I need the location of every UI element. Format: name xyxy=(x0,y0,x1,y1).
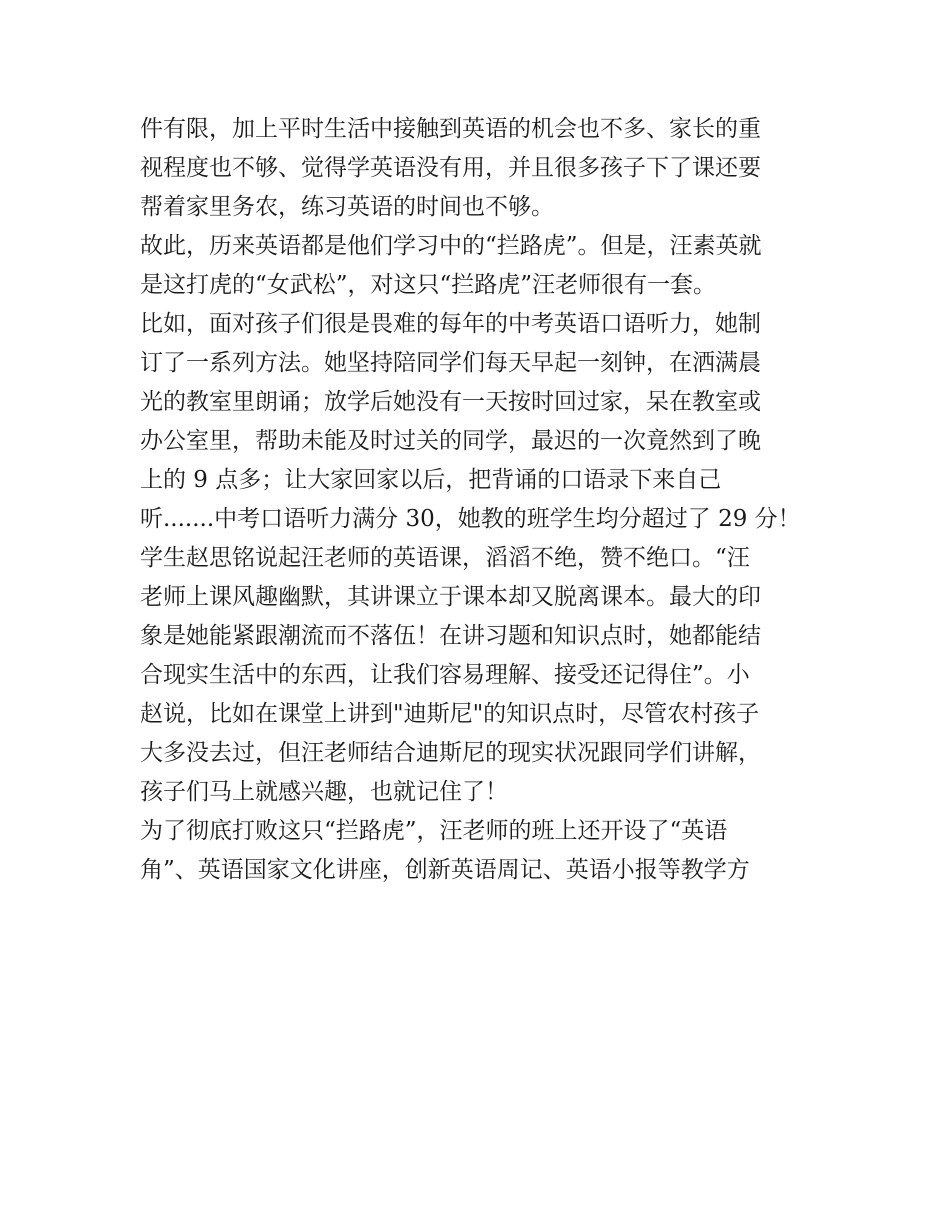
text-line: 老师上课风趣幽默，其讲课立于课本却又脱离课本。最大的印 xyxy=(140,584,761,610)
article-text xyxy=(140,110,820,890)
text-line: 上的 9 点多；让大家回家以后，把背诵的口语录下来自己 xyxy=(140,467,722,493)
text-line: 故此，历来英语都是他们学习中的“拦路虎”。但是，汪素英就 xyxy=(140,233,762,259)
text-line: 办公室里，帮助未能及时过关的同学，最迟的一次竟然到了晚 xyxy=(140,428,761,454)
text-line: 为了彻底打败这只“拦路虎”，汪老师的班上还开设了“英语 xyxy=(140,818,728,844)
text-line: 象是她能紧跟潮流而不落伍！在讲习题和知识点时，她都能结 xyxy=(140,623,761,649)
text-line: 订了一系列方法。她坚持陪同学们每天早起一刻钟，在洒满晨 xyxy=(140,350,761,376)
text-line: 是这打虎的“女武松”，对这只“拦路虎”汪老师很有一套。 xyxy=(140,272,717,298)
text-line: 角”、英语国家文化讲座，创新英语周记、英语小报等教学方 xyxy=(140,857,750,883)
text-line: 听.......中考口语听力满分 30，她教的班学生均分超过了 29 分！ xyxy=(140,506,801,532)
text-line: 赵说，比如在课堂上讲到"迪斯尼"的知识点时，尽管农村孩子 xyxy=(140,701,760,727)
text-line: 视程度也不够、觉得学英语没有用，并且很多孩子下了课还要 xyxy=(140,155,761,181)
text-line: 件有限，加上平时生活中接触到英语的机会也不多、家长的重 xyxy=(140,116,761,142)
text-line: 学生赵思铭说起汪老师的英语课，滔滔不绝，赞不绝口。“汪 xyxy=(140,545,750,571)
text-line: 孩子们马上就感兴趣，也就记住了！ xyxy=(140,779,508,805)
text-line: 合现实生活中的东西，让我们容易理解、接受还记得住”。小 xyxy=(140,662,750,688)
text-line: 比如，面对孩子们很是畏难的每年的中考英语口语听力，她制 xyxy=(140,311,761,337)
text-line: 大多没去过，但汪老师结合迪斯尼的现实状况跟同学们讲解， xyxy=(140,740,761,766)
text-line: 帮着家里务农，练习英语的时间也不够。 xyxy=(140,194,554,220)
text-line: 光的教室里朗诵；放学后她没有一天按时回过家，呆在教室或 xyxy=(140,389,761,415)
